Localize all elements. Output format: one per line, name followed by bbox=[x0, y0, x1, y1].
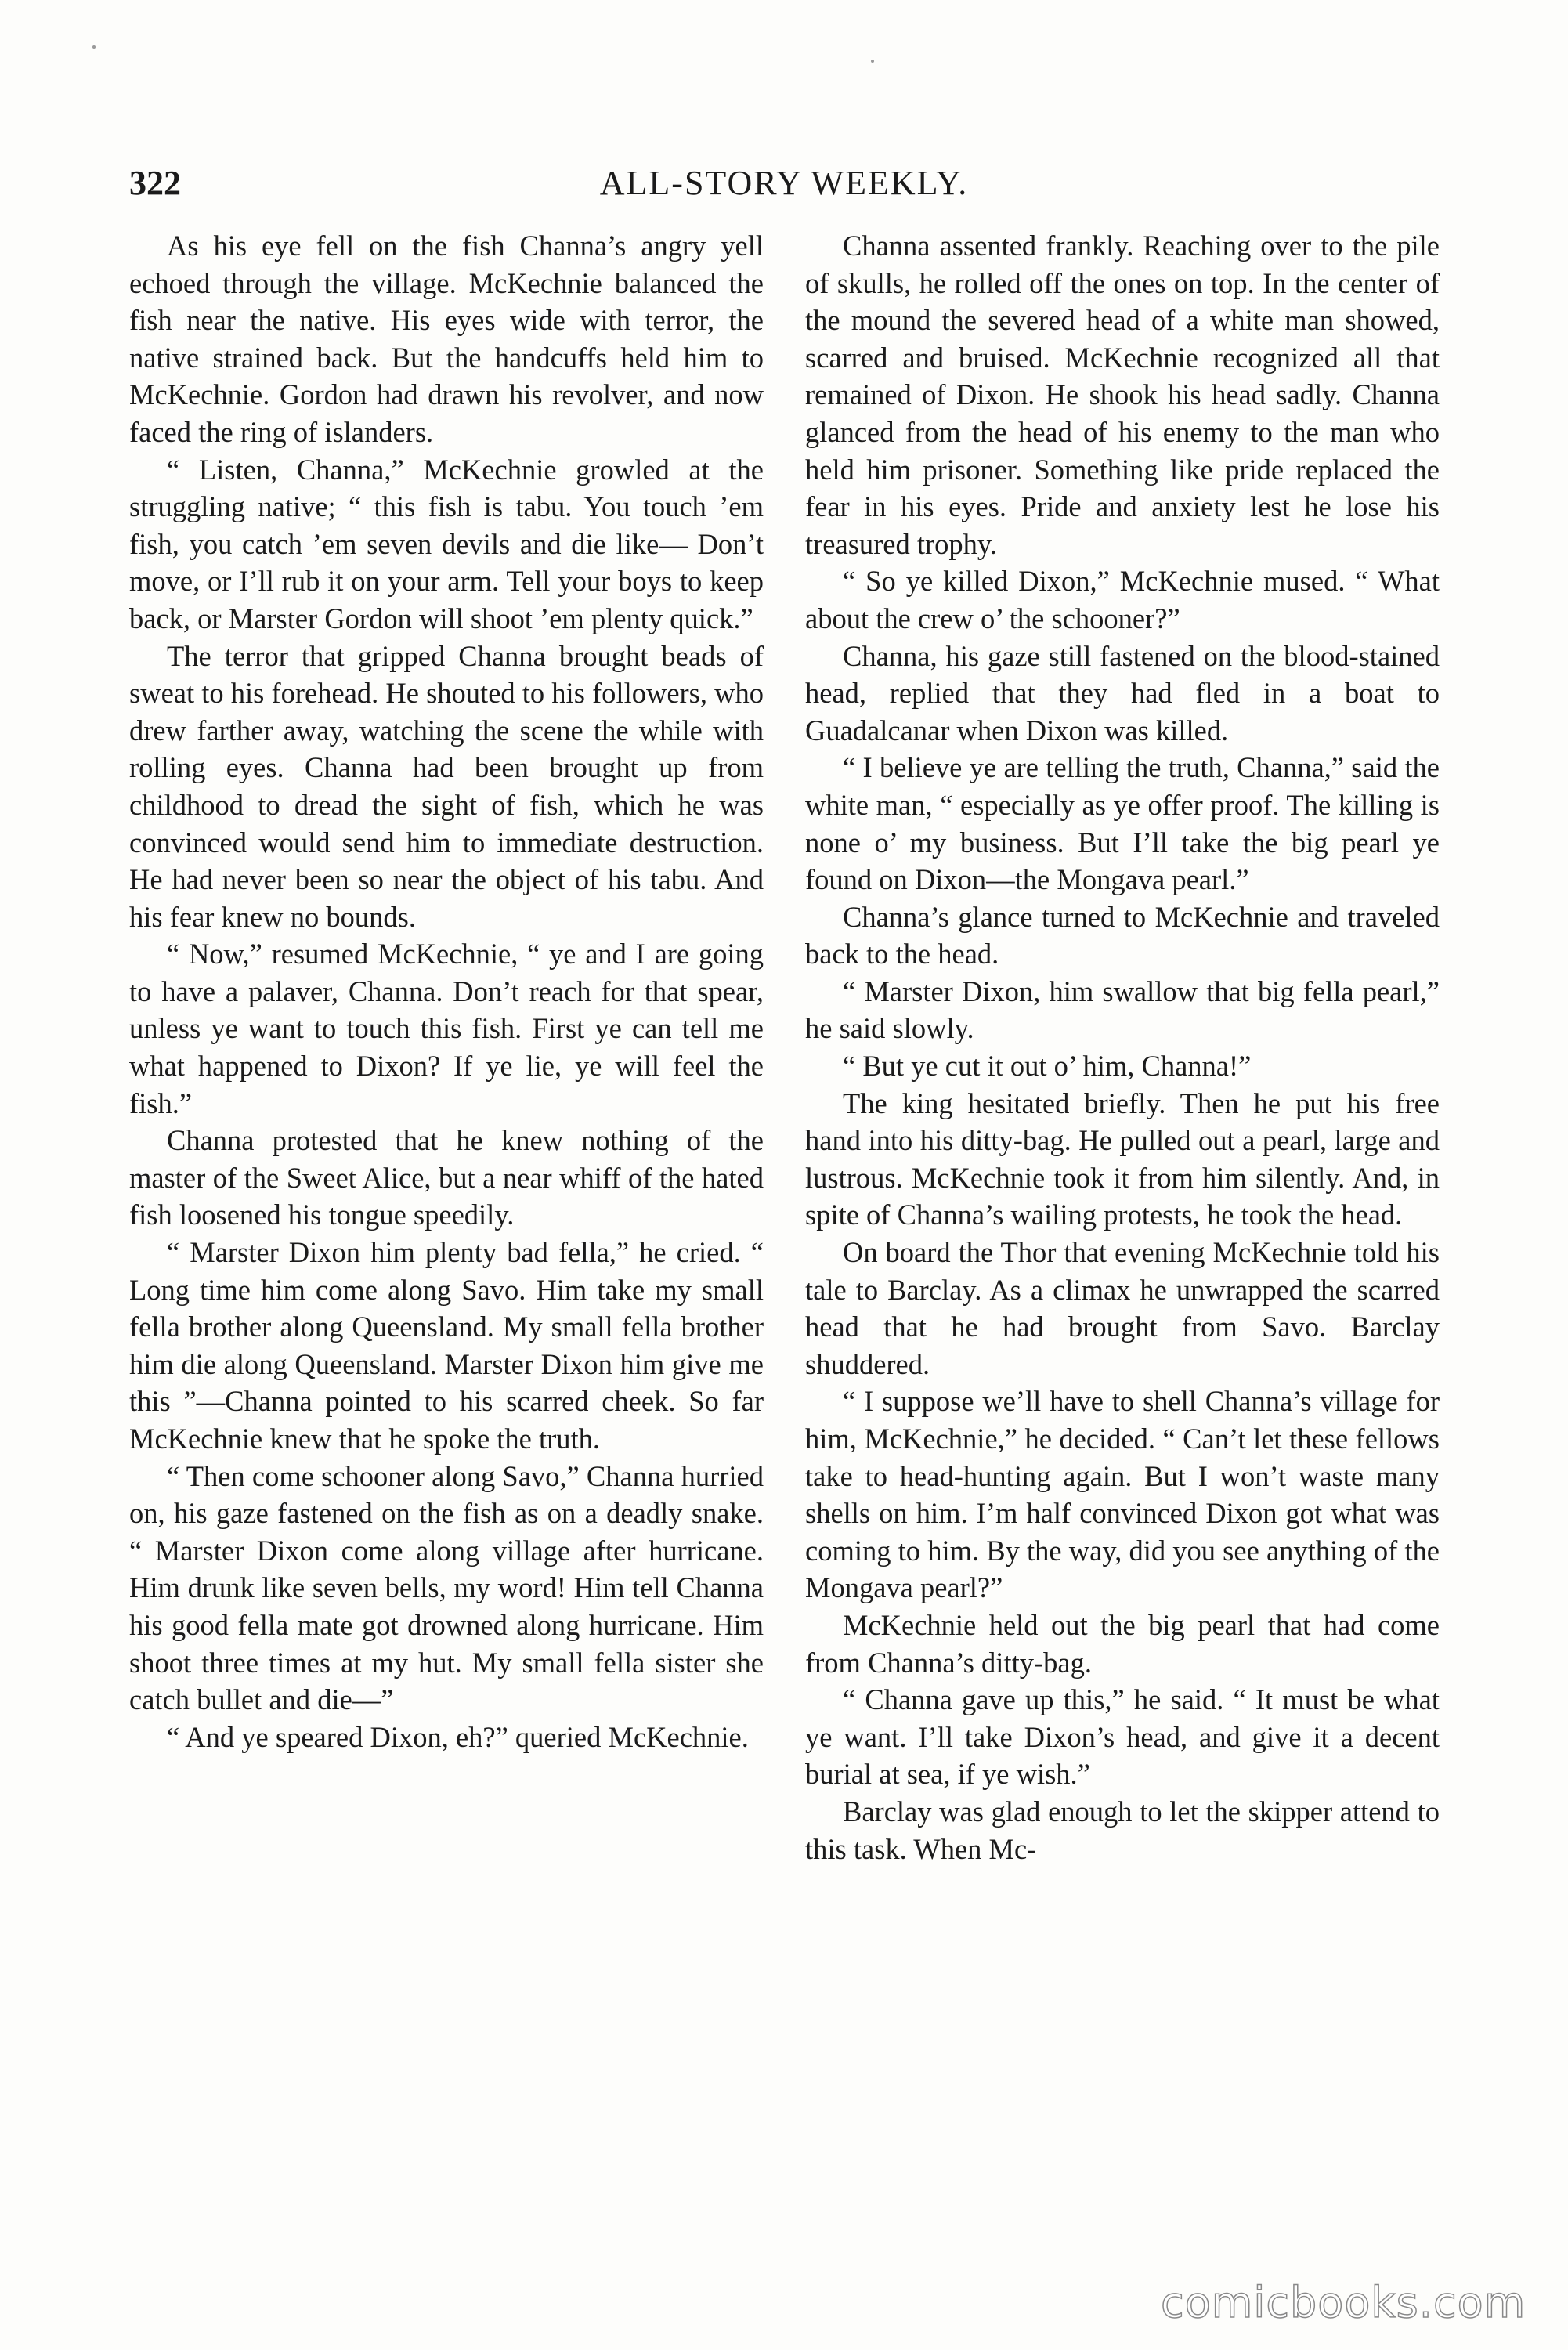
paragraph: “ Marster Dixon, him swallow that big fella pearl,” he said slowly. bbox=[805, 974, 1440, 1045]
paragraph: The terror that gripped Channa brought beads of sweat to his forehead. He shouted to his followers, who drew farther away, watching the scene the while with rolling eyes. Channa had been brought up from childhood to dread the sight of fish, which he was convinced would send him to immediate destruction. He had never been so near the object of his tabu. And his fear knew no bounds. bbox=[129, 639, 764, 933]
running-head: ALL-STORY WEEKLY. bbox=[599, 164, 969, 202]
paragraph: Barclay was glad enough to let the skipper attend to this task. When Mc- bbox=[805, 1795, 1440, 1865]
paragraph: “ I believe ye are telling the truth, Channa,” said the white man, “ especially as ye offer proof. The killing is none o’ my business. But I’ll take the big pearl ye found on Dixon—the Mongava pearl.” bbox=[805, 751, 1440, 896]
page-number: 322 bbox=[129, 164, 181, 202]
paragraph: As his eye fell on the fish Channa’s angry yell echoed through the village. McKechnie balanced the fish near the native. His eyes wide with terror, the native strained back. But the handcuffs held him to McKechnie. Gordon had drawn his revolver, and now faced the ring of islanders. bbox=[129, 230, 764, 448]
paragraph: “ But ye cut it out o’ him, Channa!” bbox=[843, 1050, 1252, 1083]
paragraph: McKechnie held out the big pearl that had come from Channa’s ditty-bag. bbox=[805, 1608, 1440, 1679]
paragraph: Channa assented frankly. Reaching over to the pile of skulls, he rolled off the ones on top. In the center of the mound the severed head of a white man showed, scarred and bruised. McKechnie recognized all that remained of Dixon. He shook his head sadly. Channa glanced from the head of his enemy to the man who held him prisoner. Something like pride replaced the fear in his eyes. Pride and anxiety lest he lose his treasured trophy. bbox=[805, 230, 1440, 560]
paragraph: Channa protested that he knew nothing of the master of the Sweet Alice, but a near whiff of the hated fish loosened his tongue speedily. bbox=[129, 1124, 764, 1231]
right-column bbox=[805, 227, 1440, 1867]
paragraph: “ Channa gave up this,” he said. “ It must be what ye want. I’ll take Dixon’s head, and give it a decent burial at sea, if ye wish.” bbox=[805, 1683, 1440, 1791]
paragraph: “ Then come schooner along Savo,” Channa hurried on, his gaze fastened on the fish as on a deadly snake. “ Marster Dixon come along village after hurricane. Him drunk like seven bells, my word! Him tell Channa his good fella mate got drowned along hurricane. Him shoot three times at my hut. My small fella sister she catch bullet and die—” bbox=[129, 1459, 764, 1716]
print-speck bbox=[871, 60, 874, 63]
paragraph: “ So ye killed Dixon,” McKechnie mused. “ What about the crew o’ the schooner?” bbox=[805, 565, 1440, 634]
print-speck bbox=[92, 45, 96, 49]
paragraph: “ Listen, Channa,” McKechnie growled at the struggling native; “ this fish is tabu. You touch ’em fish, you catch ’em seven devils and die like— Don’t move, or I’ll rub it on your arm. Tell your boys to keep back, or Marster Gordon will shoot ’em plenty quick.” bbox=[129, 453, 764, 634]
paragraph: “ Marster Dixon him plenty bad fella,” he cried. “ Long time him come along Savo. Him take my small fella brother along Queensland. My small fella brother him die along Queensland. Marster Dixon him give me this ”—Channa pointed to his scarred cheek. So far McKechnie knew that he spoke the truth. bbox=[129, 1236, 764, 1455]
paragraph: “ Now,” resumed McKechnie, “ ye and I are going to have a palaver, Channa. Don’t reach for that spear, unless ye want to touch this fish. First ye can tell me what happened to Dixon? If ye lie, ye will feel the fish.” bbox=[129, 938, 764, 1119]
paragraph: Channa, his gaze still fastened on the blood-stained head, replied that they had fled in a boat to Guadalcanar when Dixon was killed. bbox=[805, 639, 1440, 747]
paragraph: The king hesitated briefly. Then he put his free hand into his ditty-bag. He pulled out a pearl, large and lustrous. McKechnie took it from him silently. And, in spite of Channa’s wailing protests, he took the head. bbox=[805, 1086, 1440, 1231]
page-header bbox=[0, 155, 1568, 210]
paragraph: “ And ye speared Dixon, eh?” queried McKechnie. bbox=[167, 1720, 749, 1753]
left-column bbox=[129, 227, 764, 1755]
paragraph: “ I suppose we’ll have to shell Channa’s village for him, McKechnie,” he decided. “ Can’t let these fellows take to head-hunting again. But I won’t waste many shells on him. I’m half convinced Dixon got what was coming to him. By the way, did you see anything of the Mongava pearl?” bbox=[805, 1385, 1440, 1604]
watermark: comicbooks.com bbox=[1161, 2278, 1526, 2327]
paragraph: On board the Thor that evening McKechnie told his tale to Barclay. As a climax he unwrapped the scarred head that he had brought from Savo. Barclay shuddered. bbox=[805, 1236, 1440, 1380]
paragraph: Channa’s glance turned to McKechnie and traveled back to the head. bbox=[805, 900, 1440, 971]
